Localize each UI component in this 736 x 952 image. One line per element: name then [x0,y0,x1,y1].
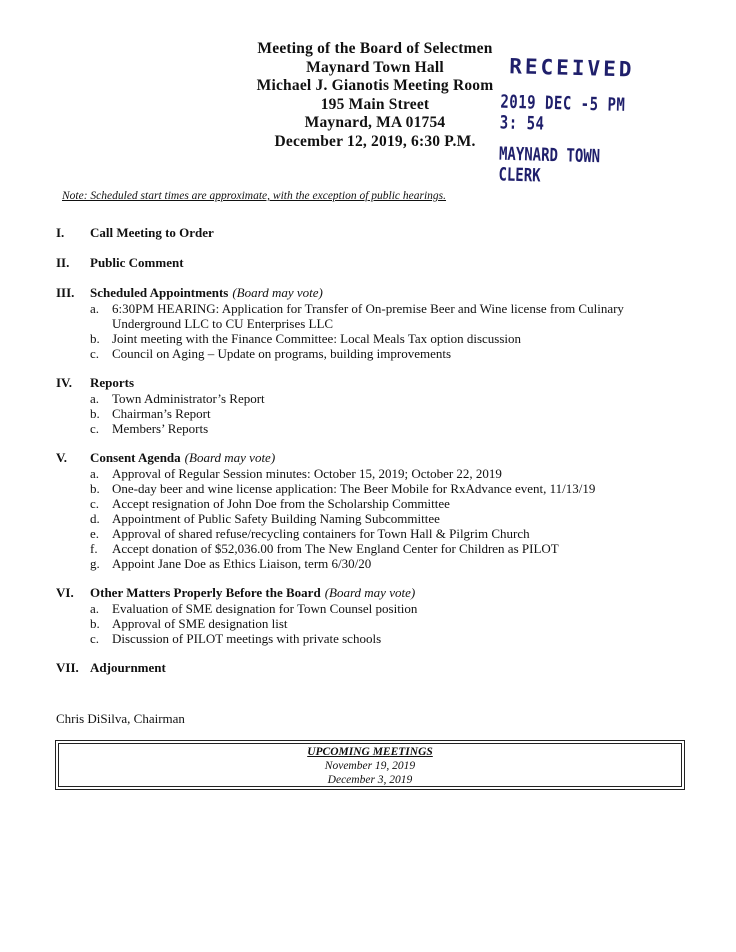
header-line: 195 Main Street [320,95,430,113]
section-number: II. [56,255,70,270]
agenda-item [90,391,676,406]
agenda-item [90,406,676,421]
stamp-title: RECEIVED [508,54,635,82]
agenda-item [90,481,676,496]
agenda-section [56,450,676,571]
item-letter: b. [90,406,100,421]
upcoming-date: November 19, 2019 [324,760,416,772]
item-letter: b. [90,481,100,496]
item-letter: c. [90,631,100,646]
item-text: 6:30PM HEARING: Application for Transfer of On-premise Beer and Wine license from Culinary Underground LLC to CU Enterprises LLC [112,301,624,331]
agenda-item [90,541,676,556]
item-letter: a. [90,391,100,406]
section-number: IV. [56,375,73,390]
item-text: Appointment of Public Safety Building Naming Subcommittee [112,511,440,526]
section-title: Consent Agenda [90,450,181,465]
item-text: Appoint Jane Doe as Ethics Liaison, term 6/30/20 [112,556,372,571]
upcoming-date: December 3, 2019 [327,774,413,786]
section-number: I. [56,225,65,240]
item-text: Chairman’s Report [112,406,211,421]
item-letter: g. [90,556,100,571]
item-text: Accept resignation of John Doe from the Scholarship Committee [112,496,450,511]
section-title: Reports [90,375,135,390]
item-text: Approval of SME designation list [112,616,288,631]
item-letter: a. [90,601,100,616]
received-stamp [498,54,651,187]
agenda-section [56,660,676,676]
schedule-note: Note: Scheduled start times are approximate, with the exception of public hearings. [62,190,447,202]
section-title: Public Comment [90,255,184,270]
item-text: One-day beer and wine license application: The Beer Mobile for RxAdvance event, 11/13/19 [112,481,596,496]
header-line: Michael J. Gianotis Meeting Room [256,77,494,94]
section-number: VII. [56,660,79,675]
section-number: III. [56,285,75,300]
item-letter: d. [90,511,100,526]
item-text: Evaluation of SME designation for Town Counsel position [112,601,418,616]
section-heading [56,585,676,601]
agenda-item [90,331,676,346]
item-letter: b. [90,616,100,631]
header-line: Maynard, MA 01754 [304,114,446,131]
agenda-section [56,375,676,436]
header-line: Meeting of the Board of Selectmen [257,40,493,57]
agenda-item [90,631,676,646]
agenda-item [90,556,676,571]
section-heading [56,450,676,466]
item-letter: a. [90,466,100,481]
item-letter: c. [90,346,100,361]
stamp-clerk: MAYNARD TOWN CLERK [498,144,601,187]
item-letter: b. [90,331,100,346]
section-items [90,301,676,361]
section-title: Scheduled Appointments [90,285,229,300]
section-items [90,391,676,436]
item-text: Accept donation of $52,036.00 from The New England Center for Children as PILOT [112,541,559,556]
signature: Chris DiSilva, Chairman [56,711,185,726]
section-title: Adjournment [90,660,166,675]
section-items [90,601,676,646]
section-heading [56,255,676,271]
agenda-list [56,225,676,690]
section-heading [56,375,676,391]
upcoming-title: UPCOMING MEETINGS [307,746,433,758]
meeting-header [230,40,520,151]
item-text: Approval of shared refuse/recycling containers for Town Hall & Pilgrim Church [112,526,530,541]
item-text: Discussion of PILOT meetings with private schools [112,631,382,646]
section-heading [56,285,676,301]
agenda-item [90,526,676,541]
upcoming-meetings-box [55,740,685,790]
item-letter: c. [90,421,100,436]
section-title: Call Meeting to Order [90,225,214,240]
section-items [90,466,676,571]
item-letter: a. [90,301,100,316]
section-vote-note: (Board may vote) [324,585,416,600]
section-number: V. [56,450,67,465]
section-vote-note: (Board may vote) [184,450,276,465]
agenda-item [90,616,676,631]
section-heading [56,660,676,676]
item-letter: c. [90,496,100,511]
agenda-item [90,496,676,511]
agenda-section [56,255,676,271]
header-line: Maynard Town Hall [306,58,444,76]
item-text: Joint meeting with the Finance Committee: Local Meals Tax option discussion [112,331,522,346]
item-text: Council on Aging – Update on programs, building improvements [112,346,452,361]
agenda-item [90,346,676,361]
agenda-section [56,285,676,361]
agenda-item [90,601,676,616]
agenda-item [90,421,676,436]
section-title: Other Matters Properly Before the Board [90,585,321,600]
item-text: Approval of Regular Session minutes: October 15, 2019; October 22, 2019 [112,466,502,481]
agenda-item [90,511,676,526]
agenda-section [56,585,676,646]
item-letter: f. [90,541,98,556]
item-letter: e. [90,526,100,541]
section-heading [56,225,676,241]
header-line: December 12, 2019, 6:30 P.M. [274,132,476,150]
item-text: Members’ Reports [112,421,209,436]
agenda-section [56,225,676,241]
agenda-item [90,301,676,331]
item-text: Town Administrator’s Report [112,391,265,406]
stamp-date: 2019 DEC -5 PM 3: 54 [499,92,626,135]
agenda-item [90,466,676,481]
section-number: VI. [56,585,74,600]
section-vote-note: (Board may vote) [232,285,323,300]
